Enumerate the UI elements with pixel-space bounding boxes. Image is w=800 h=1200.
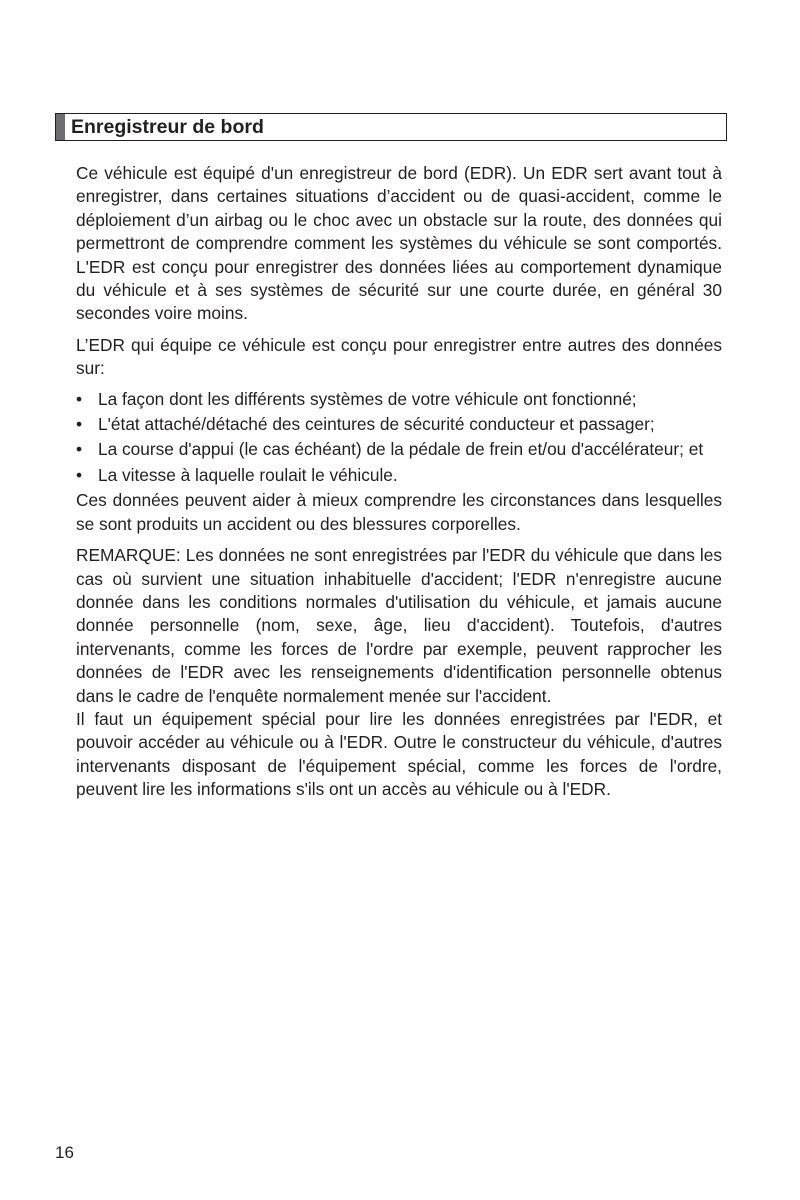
bullet-icon: •	[76, 388, 83, 409]
bullet-icon: •	[76, 464, 83, 485]
paragraph-edr-data: L’EDR qui équipe ce véhicule est conçu pour enregistrer entre autres des données sur:	[76, 334, 722, 379]
section-title: Enregistreur de bord	[71, 116, 264, 138]
list-item	[76, 413, 722, 436]
bullet-icon: •	[76, 414, 83, 435]
page-number: 16	[55, 1143, 74, 1162]
list-item	[76, 438, 722, 461]
section-header-bar	[56, 114, 65, 140]
list-item-text: La vitesse à laquelle roulait le véhicule.	[98, 464, 398, 485]
section-header	[55, 113, 727, 141]
list-item	[76, 464, 722, 487]
paragraph-circumstances: Ces données peuvent aider à mieux comprendre les circonstances dans lesquelles se sont produits un accident ou des blessures corporelles.	[76, 490, 722, 534]
list-item-text: L'état attaché/détaché des ceintures de sécurité conducteur et passager;	[98, 414, 655, 435]
paragraph-intro: Ce véhicule est équipé d'un enregistreur de bord (EDR). Un EDR sert avant tout à enregistrer, dans certaines situations d’accident ou de quasi-accident, comme le déploiement d’un airbag ou le choc avec un obstacle sur la route, des données qui permettront de comprendre comment les systèmes du véhicule se sont comportés. L'EDR est conçu pour enregistrer des données liées au comportement dynamique du véhicule et à ses systèmes de sécurité sur une courte durée, en général 30 secondes voire moins.	[76, 163, 722, 324]
bullet-icon: •	[76, 439, 83, 460]
list-item-text: La course d'appui (le cas échéant) de la pédale de frein et/ou d'accélérateur; et	[98, 439, 704, 460]
paragraph-remark: REMARQUE: Les données ne sont enregistrées par l'EDR du véhicule que dans les cas où survient une situation inhabituelle d'accident; l'EDR n'enregistre aucune donnée dans les conditions normales d'utilisation du véhicule, et jamais aucune donnée personnelle (nom, sexe, âge, lieu d'accident). Toutefois, d'autres intervenants, comme les forces de l'ordre par exemple, peuvent rapprocher les données de l'EDR avec les renseignements d'identification personnelle obtenus dans le cadre de l'enquête normalement menée sur l'accident.	[76, 545, 722, 706]
list-item	[76, 388, 722, 411]
body-text	[76, 162, 722, 802]
list-item-text: La façon dont les différents systèmes de votre véhicule ont fonctionné;	[98, 388, 637, 409]
data-list	[76, 388, 722, 488]
paragraph-special-equipment: Il faut un équipement spécial pour lire les données enregistrées par l'EDR, et pouvoir accéder au véhicule ou à l'EDR. Outre le constructeur du véhicule, d'autres intervenants disposant de l'équipement spécial, comme les forces de l'ordre, peuvent lire les informations s'ils ont un accès au véhicule ou à l'EDR.	[76, 708, 722, 800]
